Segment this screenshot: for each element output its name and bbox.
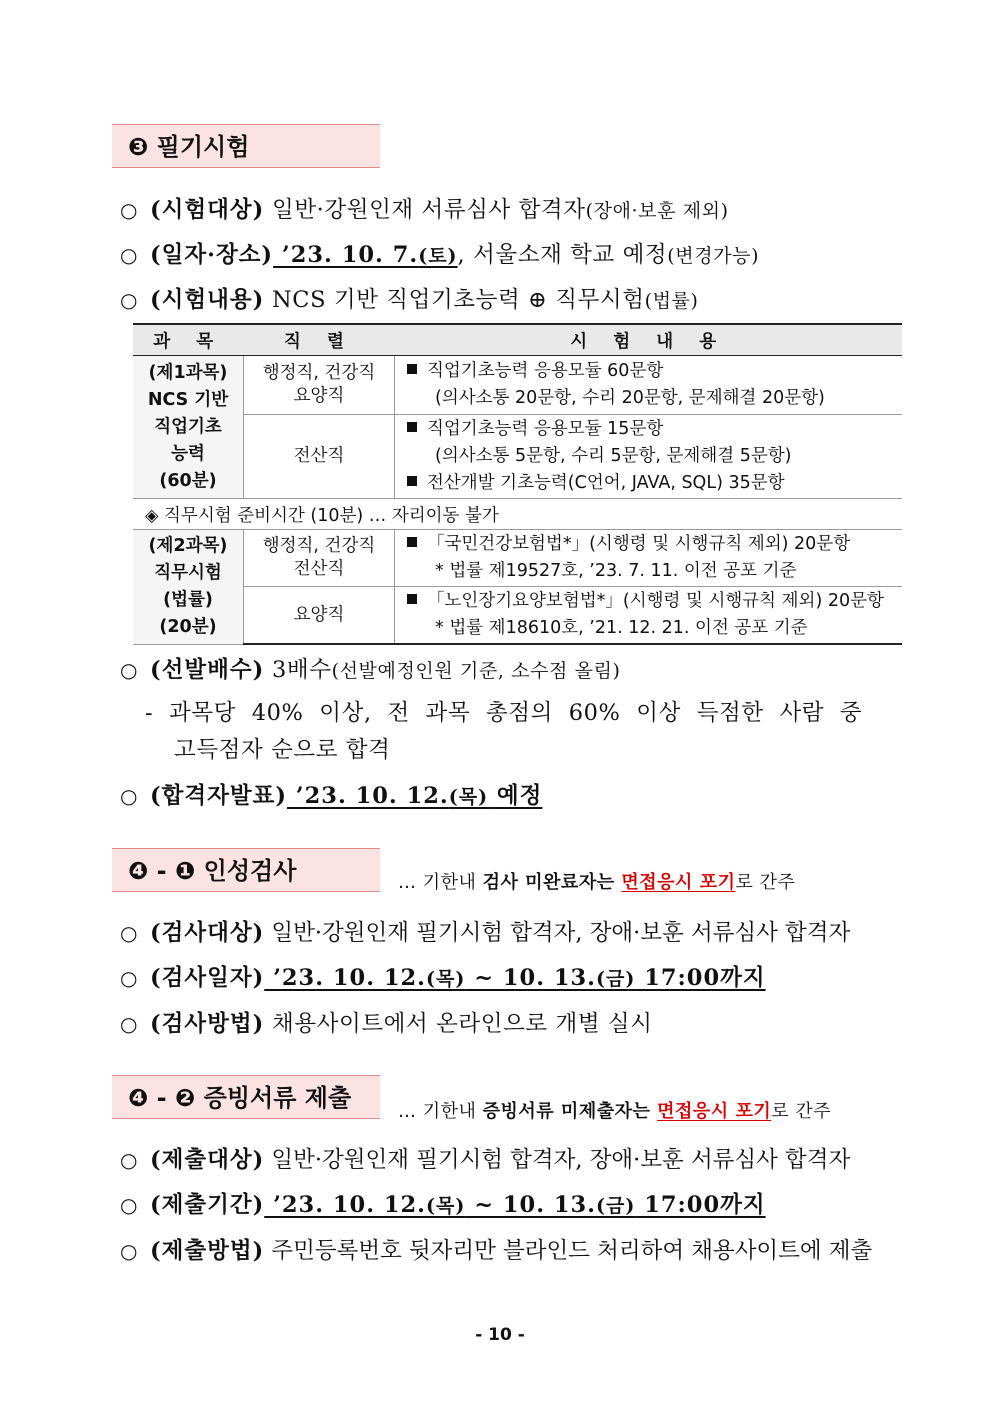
- personality-deadline-note: … 기한내 검사 미완료자는 면접응시 포기로 간주: [398, 872, 796, 893]
- note: (선발예정인원 기준, 소수점 올림): [331, 660, 621, 682]
- selection-criteria-line: - 과목당 40% 이상, 전 과목 총점의 60% 이상 득점한 사람 중: [145, 700, 863, 726]
- table-row: [133, 587, 902, 645]
- bullet-circle: ○: [120, 1148, 138, 1172]
- bullet-circle: ○: [120, 198, 139, 222]
- test-date-line: [120, 960, 766, 992]
- value: 주민등록번호 뒷자리만 블라인드 처리하여 채용사이트에 제출: [264, 1238, 873, 1264]
- comma: ,: [457, 242, 466, 268]
- label: (시험내용): [150, 287, 265, 313]
- page-number: - 10 -: [475, 1325, 525, 1345]
- label: (검사일자): [150, 965, 265, 991]
- subject-2: (제2과목) 직무시험 (법률) (20분): [133, 530, 244, 645]
- header-job: 직 렬: [244, 324, 395, 356]
- value: 일반·강원인재 필기시험 합격자, 장애·보훈 서류심사 합격자: [264, 1147, 851, 1173]
- bullet-circle: ○: [120, 966, 139, 990]
- square-bullet-icon: [407, 422, 417, 432]
- job-cell: 행정직, 건강직 전산직: [244, 530, 395, 587]
- exam-date: ’23. 10. 7.(토): [273, 242, 458, 268]
- label: (제출방법): [150, 1238, 265, 1264]
- label: (제출대상): [150, 1147, 265, 1173]
- table-note-row: [133, 499, 902, 530]
- section-header-written-exam: ❸ 필기시험: [112, 124, 380, 168]
- square-bullet-icon: [407, 594, 417, 604]
- table-row: [133, 415, 902, 499]
- section-header-documents: ❹ - ❷ 증빙서류 제출: [112, 1075, 380, 1119]
- announcement-date: ’23. 10. 12.(목) 예정: [286, 783, 543, 809]
- content-cell: 「국민건강보험법*」(시행령 및 시행규칙 제외) 20문항 * 법률 제19527호, ’23. 7. 11. 이전 공포 기준: [395, 530, 903, 587]
- value: 일반·강원인재 필기시험 합격자, 장애·보훈 서류심사 합격자: [264, 920, 851, 946]
- table-header-row: [133, 324, 902, 356]
- documents-deadline-note: … 기한내 증빙서류 미제출자는 면접응시 포기로 간주: [398, 1101, 832, 1122]
- label: (일자·장소): [150, 242, 274, 268]
- section-header-personality-test: ❹ - ❶ 인성검사: [112, 848, 380, 892]
- bullet-circle: ○: [120, 1193, 139, 1217]
- selection-ratio-line: [120, 652, 621, 684]
- value: 서울소재 학교 예정: [465, 242, 668, 268]
- bullet-circle: ○: [120, 921, 138, 945]
- submit-period: ’23. 10. 12.(목) ~ 10. 13.(금) 17:00까지: [264, 1192, 766, 1218]
- exam-content-line: [120, 282, 699, 314]
- selection-criteria-line-2: 고득점자 순으로 합격: [174, 737, 391, 763]
- label: (선발배수): [150, 657, 265, 683]
- bullet-circle: ○: [120, 1239, 138, 1263]
- label: (시험대상): [150, 197, 265, 223]
- square-bullet-icon: [407, 537, 417, 547]
- note: (장애·보훈 제외): [585, 200, 729, 222]
- value: NCS 기반 직업기초능력 ⊕ 직무시험: [264, 287, 645, 313]
- test-method-line: [120, 1006, 653, 1038]
- header-content: 시 험 내 용: [395, 324, 903, 356]
- table-row: [133, 530, 902, 587]
- test-target-line: [120, 915, 850, 947]
- submit-target-line: [120, 1142, 850, 1174]
- table-row: [133, 356, 902, 415]
- bullet-circle: ○: [120, 1012, 139, 1036]
- square-bullet-icon: [407, 364, 417, 374]
- announcement-line: [120, 778, 542, 810]
- label: (합격자발표): [150, 783, 287, 809]
- content-cell: 직업기초능력 응용모듈 60문항 (의사소통 20문항, 수리 20문항, 문제해결 20문항): [395, 356, 903, 415]
- job-cell: 행정직, 건강직 요양직: [244, 356, 395, 415]
- exam-date-line: [120, 237, 759, 269]
- bullet-circle: ○: [120, 658, 139, 682]
- bullet-circle: ○: [120, 243, 139, 267]
- square-bullet-icon: [407, 476, 417, 486]
- content-cell: 「노인장기요양보험법*」(시행령 및 시행규칙 제외) 20문항 * 법률 제18610호, ’21. 12. 21. 이전 공포 기준: [395, 587, 903, 645]
- exam-target-line: [120, 192, 729, 224]
- test-period: ’23. 10. 12.(목) ~ 10. 13.(금) 17:00까지: [264, 965, 766, 991]
- note: (법률): [644, 290, 699, 312]
- label: (제출기간): [150, 1192, 265, 1218]
- bullet-circle: ○: [120, 784, 139, 808]
- exam-table: [133, 323, 902, 645]
- header-subject: 과 목: [133, 324, 244, 356]
- job-cell: 요양직: [244, 587, 395, 645]
- prep-time-note: ◈ 직무시험 준비시간 (10분) … 자리이동 불가: [133, 499, 902, 530]
- value: 채용사이트에서 온라인으로 개별 실시: [264, 1011, 653, 1037]
- bullet-circle: ○: [120, 288, 139, 312]
- submit-method-line: [120, 1233, 872, 1265]
- subject-1: (제1과목) NCS 기반 직업기초 능력 (60분): [133, 356, 244, 499]
- value: 일반·강원인재 서류심사 합격자: [264, 197, 586, 223]
- content-cell: 직업기초능력 응용모듈 15문항 (의사소통 5문항, 수리 5문항, 문제해결 5문항) 전산개발 기초능력(C언어, JAVA, SQL) 35문항: [395, 415, 903, 499]
- note: (변경가능): [667, 245, 760, 267]
- job-cell: 전산직: [244, 415, 395, 499]
- label: (검사방법): [150, 1011, 265, 1037]
- submit-period-line: [120, 1187, 766, 1219]
- label: (검사대상): [150, 920, 265, 946]
- value: 3배수: [264, 657, 332, 683]
